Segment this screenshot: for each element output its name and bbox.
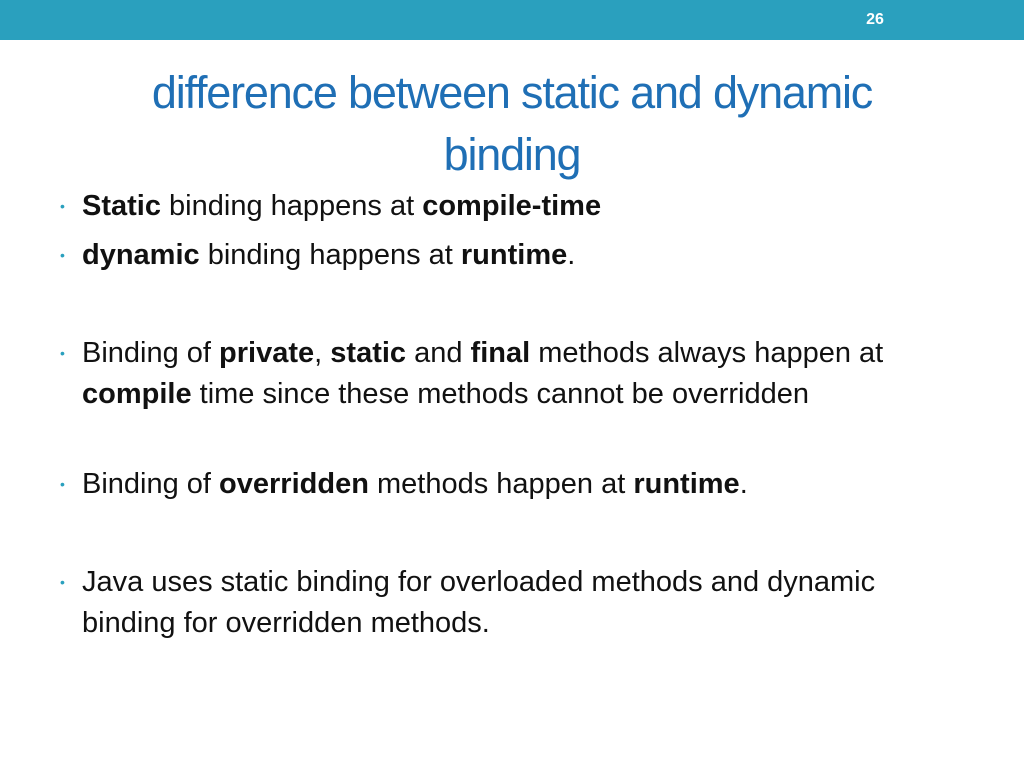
bold-term: compile-time [422,190,602,222]
bullet-text: Binding of [82,337,220,369]
bullet-dynamic-binding [60,235,952,276]
bullet-private-static-final [60,333,952,415]
bullet-text: and [406,337,471,369]
bold-term: compile [82,378,192,410]
bullet-text: , [314,337,331,369]
bold-term: private [219,337,315,369]
bullet-text: binding happens at [160,190,423,222]
bullet-overridden-methods [60,464,952,505]
bullet-text: methods always happen at [530,337,884,369]
bold-term: final [470,337,531,369]
bullet-text: binding happens at [199,239,461,271]
bullet-text: time since these methods cannot be overridden [191,378,810,410]
slide-title-line-1: difference between static and dynamic [151,67,873,118]
bold-term: dynamic [82,239,200,271]
bullet-static-binding [60,186,952,227]
slide-number: 26 [866,11,884,28]
slide-title-line-2: binding [443,129,581,180]
bold-term: Static [82,190,161,222]
bold-term: static [330,337,407,369]
bullet-text: . [567,239,576,271]
bullet-text: Java uses static binding for overloaded methods and dynamic binding for overridden methods. [82,566,876,639]
bullet-dot-icon: • [60,574,65,590]
bold-term: runtime [633,468,740,500]
bullet-java-binding [60,562,952,644]
bullet-dot-icon: • [60,198,65,214]
bold-term: runtime [460,239,568,271]
bullet-dot-icon: • [60,476,65,492]
bullet-text: Binding of [82,468,220,500]
bullet-text: methods happen at [368,468,634,500]
bullet-dot-icon: • [60,345,65,361]
bullet-text: . [739,468,748,500]
bullet-dot-icon: • [60,247,65,263]
bold-term: overridden [219,468,369,500]
